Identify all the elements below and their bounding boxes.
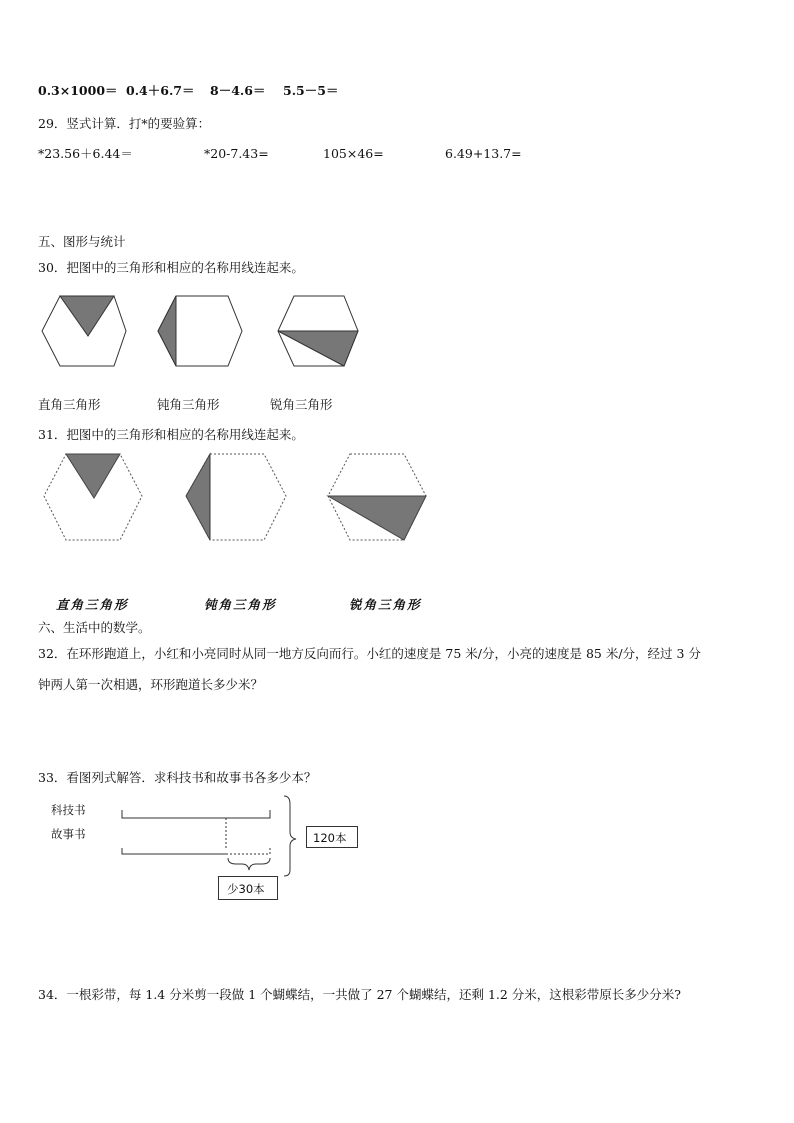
q28-item-2: 0.4＋6.7＝: [126, 83, 195, 98]
q29-item-3: 105×46=: [323, 146, 384, 161]
q31-shaded-triangle-1: [66, 454, 120, 498]
q29-title: 29．竖式计算．打*的要验算：: [38, 116, 211, 131]
q29-item-2: *20-7.43=: [204, 146, 269, 161]
q33-total: 120本: [313, 831, 347, 845]
q30-shaded-triangle-2: [158, 296, 176, 366]
q31-hexagon-3: [328, 454, 426, 540]
q29-item-4: 6.49+13.7=: [445, 146, 522, 161]
q31-title: 31．把图中的三角形和相应的名称用线连起来。: [38, 427, 304, 442]
q31-label-2: 钝角三角形: [204, 597, 277, 612]
q28-item-4: 5.5－5＝: [283, 83, 339, 98]
q33-bar-story-dashed: [226, 848, 270, 854]
q33-less: 少30本: [227, 882, 265, 896]
q33-bar-story: [122, 848, 226, 854]
q33-total-box: [306, 826, 358, 848]
q33-bar-sci: [122, 810, 270, 818]
q32-line-1: 32．在环形跑道上，小红和小亮同时从同一地方反向而行。小红的速度是 75 米/分，小亮的速度是 85 米/分，经过 3 分: [38, 646, 701, 661]
q30-hexagon-1: [42, 296, 126, 366]
q31-hexagon-1: [44, 454, 142, 540]
q34-text: 34．一根彩带，每 1.4 分米剪一段做 1 个蝴蝶结，一共做了 27 个蝴蝶结，还剩 1.2 分米，这根彩带原长多少分米?: [38, 987, 682, 1002]
q31-shaded-triangle-2: [186, 454, 210, 540]
q28-item-1: 0.3×1000＝: [38, 83, 118, 98]
q33-brace-bottom: [228, 858, 270, 870]
q31-label-3: 锐角三角形: [349, 597, 422, 612]
q32-line-2: 钟两人第一次相遇，环形跑道长多少米？: [38, 677, 264, 692]
q33-brace-right: [284, 796, 296, 876]
section6-title: 六、生活中的数学。: [38, 620, 151, 635]
q30-hexagon-3: [278, 296, 358, 366]
q30-title: 30．把图中的三角形和相应的名称用线连起来。: [38, 260, 304, 275]
q28-item-3: 8－4.6＝: [210, 83, 266, 98]
q31-shaded-triangle-3: [328, 496, 426, 540]
q33-label-sci: 科技书: [51, 803, 86, 817]
q30-label-1: 直角三角形: [38, 397, 101, 412]
q30-figures: [30, 288, 370, 378]
q30-shaded-triangle-1: [60, 296, 114, 336]
q30-label-2: 钝角三角形: [157, 397, 220, 412]
q31-label-1: 直角三角形: [56, 597, 129, 612]
q31-figures: [38, 450, 438, 550]
q33-label-story: 故事书: [51, 827, 86, 841]
q29-item-1: *23.56＋6.44＝: [38, 146, 133, 161]
section5-title: 五、图形与统计: [38, 234, 126, 249]
q33-less-box: [218, 876, 278, 900]
q30-shaded-triangle-3: [278, 331, 358, 366]
q30-label-3: 锐角三角形: [270, 397, 333, 412]
q31-hexagon-2: [186, 454, 286, 540]
q33-title: 33．看图列式解答．求科技书和故事书各多少本？: [38, 770, 317, 785]
q30-hexagon-2: [158, 296, 242, 366]
